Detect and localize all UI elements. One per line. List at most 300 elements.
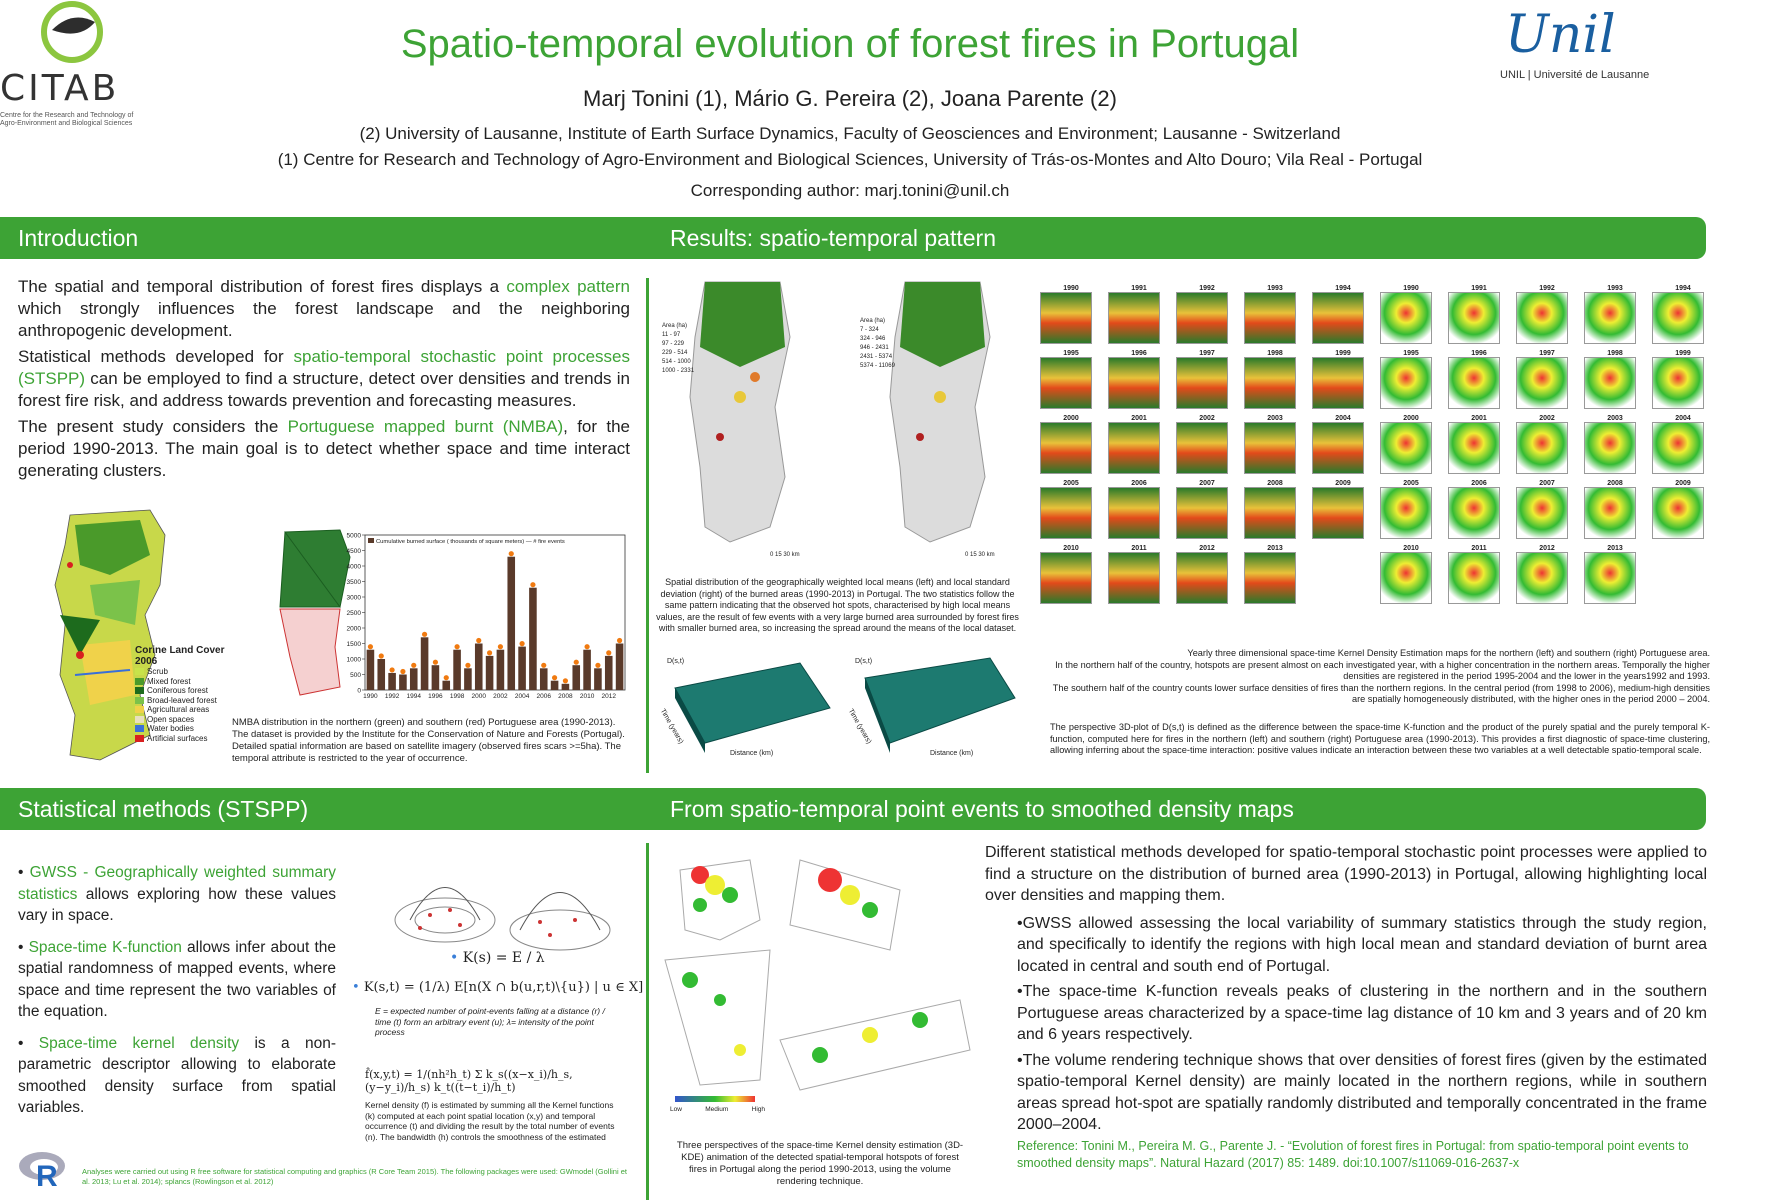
kde-year-map — [1584, 545, 1646, 604]
gwss-legend-left: Area (ha) 11 - 97 97 - 229 229 - 514 514 - 1000 1000 - 2331 — [662, 323, 695, 374]
kde-year-label: 2006 — [1131, 480, 1147, 487]
kde-map — [1448, 487, 1500, 539]
methods-text — [18, 862, 336, 1119]
kde-year-map — [1312, 480, 1374, 539]
kde-year-label: 2008 — [1607, 480, 1623, 487]
fire-icon — [519, 641, 524, 646]
kde-map — [1584, 357, 1636, 409]
kde-map — [1652, 292, 1704, 344]
fire-icon — [563, 678, 568, 683]
kde-year-label: 2007 — [1539, 480, 1555, 487]
kde-year-label: 1994 — [1675, 285, 1691, 292]
kde-map — [1584, 487, 1636, 539]
fire-icon — [368, 644, 373, 649]
kde-south-maps — [1380, 285, 1710, 604]
y-tick-label: 4000 — [346, 563, 361, 571]
kde-year-label: 1994 — [1335, 285, 1351, 292]
volume-caption: Three perspectives of the space-time Kernel density estimation (3D-KDE) animation of the detected spatial-temporal hotspots of forest fires in Portugal along the period 1990-2013, using the volume rendering technique. — [676, 1140, 964, 1187]
legend-swatch — [135, 668, 144, 675]
gwss-mean-sd-maps — [660, 277, 1020, 567]
kde-description: • Space-time kernel density is a non-parametric descriptor allowing to elaborate smoothed density surface from spatial variables. — [18, 1034, 336, 1116]
bar-2006 — [540, 668, 548, 690]
gwss-legend-right: Area (ha) 7 - 324 324 - 946 946 - 2431 2431 - 5374 5374 - 11069 — [860, 318, 895, 369]
kde-map — [1516, 422, 1568, 474]
kfunction-plots — [650, 648, 1025, 768]
legend-item — [135, 667, 235, 677]
intro-paragraph-1: The spatial and temporal distribution of forest fires displays a complex pattern which strongly influences the forest landscape and the neighboring anthropogenic development. — [18, 277, 630, 340]
fire-icon — [584, 644, 589, 649]
kde-year-label: 2007 — [1199, 480, 1215, 487]
kde-year-label: 2000 — [1063, 415, 1079, 422]
kde-year-label: 2012 — [1199, 545, 1215, 552]
kde-year-label: 1995 — [1403, 350, 1419, 357]
burned-area-bar-chart — [335, 525, 635, 710]
volume-rendering — [660, 850, 980, 1120]
kde-year-label: 1993 — [1607, 285, 1623, 292]
kde-year-map — [1584, 285, 1646, 344]
legend-swatch — [135, 716, 144, 723]
bar-1990 — [367, 650, 375, 690]
kfun-time-label-left: Time (years) — [658, 707, 685, 746]
fire-icon — [552, 675, 557, 680]
kde-year-map — [1312, 285, 1374, 344]
affiliation-2: (2) University of Lausanne, Institute of Earth Surface Dynamics, Faculty of Geosciences and Environment; Lausanne - Switzerland — [359, 124, 1341, 143]
kde-year-label: 2004 — [1335, 415, 1351, 422]
kde-caption-3: The southern half of the country counts lower surface densities of fires than the northern regions. In the central period (from 1998 to 2006), medium-high densities are spatially homogeneously distributed, with the higher ones in the period 2000 – 2004. — [1052, 682, 1710, 704]
bar-1991 — [377, 659, 385, 690]
kde-map — [1380, 552, 1432, 604]
kde-map — [1108, 487, 1160, 539]
fire-icon — [433, 660, 438, 665]
kde-year-map — [1244, 480, 1306, 539]
legend-swatch — [135, 697, 144, 704]
fire-icon — [389, 667, 394, 672]
kde-year-label: 2011 — [1131, 545, 1147, 552]
kde-map — [1040, 357, 1092, 409]
results-heading: Results: spatio-temporal pattern — [670, 225, 996, 251]
kde-map — [1448, 422, 1500, 474]
kde-map — [1516, 292, 1568, 344]
kde-year-label: 2004 — [1675, 415, 1691, 422]
kde-year-label: 2013 — [1267, 545, 1283, 552]
citab-subtitle: Centre for the Research and Technology of Agro-Environment and Biological Sciences — [0, 112, 134, 127]
kfun-d-label-left: D(s,t) — [667, 658, 685, 665]
kde-year-label: 1999 — [1335, 350, 1351, 357]
fire-icon — [476, 638, 481, 643]
r-note: Analyses were carried out using R free software for statistical computing and graphics (R Core Team 2015). The following packages were used: GWmodel (Gollini et al. 2013; Lu et al. 2014); splancs (Rowlingson et al. 2012) — [82, 1167, 627, 1186]
legend-swatch — [135, 725, 144, 732]
kde-year-label: 1992 — [1539, 285, 1555, 292]
kde-year-map — [1244, 285, 1306, 344]
kde-year-map — [1040, 285, 1102, 344]
kfun-d-label-right: D(s,t) — [855, 658, 873, 665]
equation-note: E = expected number of point-events falling at a distance (r) / time (t) form an arbitrary event (u); λ= intensity of the point process — [375, 1006, 605, 1037]
fire-icon — [465, 663, 470, 668]
kde-map — [1312, 422, 1364, 474]
equation-kde: f̂(x,y,t) = 1/(nh²h_t) Σ k_s((x−x_i)/h_s, (y−y_i)/h_s) k_t((t−t_i)/h_t) — [365, 1068, 573, 1094]
kde-map — [1584, 292, 1636, 344]
scale-bar-right: 0 15 30 km — [965, 552, 995, 558]
legend-label: Broad-leaved forest — [147, 695, 217, 705]
bar-1998 — [453, 650, 461, 690]
kde-map — [1108, 552, 1160, 604]
kde-map — [1448, 552, 1500, 604]
legend-label: Coniferous forest — [147, 686, 208, 695]
fire-icon — [422, 632, 427, 637]
density-bullet-2: •The space-time K-function reveals peaks of clustering in the northern and in the southern Portuguese areas characterized by a space-time lag distance of 10 km and 3 years and of 20 km and 6 years respectively. — [1017, 983, 1707, 1043]
fire-icon — [454, 644, 459, 649]
kfun-time-label-right: Time (years) — [846, 707, 873, 746]
volume-rendering-images — [660, 850, 980, 1120]
kde-map — [1516, 487, 1568, 539]
kde-caption — [1040, 648, 1710, 706]
kde-map — [1108, 422, 1160, 474]
citab-wordmark: CITAB — [0, 68, 120, 109]
legend-item — [135, 724, 235, 734]
kde-map — [1244, 487, 1296, 539]
unil-logo — [1480, 5, 1690, 85]
kde-year-label: 2001 — [1131, 415, 1147, 422]
bar-2009 — [572, 665, 580, 690]
intro-paragraph-2: Statistical methods developed for spatio-temporal stochastic point processes (STSPP) can be employed to find a structure, detect over densities and trends in forest fire risk, and address towards prevention and forecasting measures. — [18, 347, 630, 410]
kde-year-label: 1998 — [1267, 350, 1283, 357]
kde-year-map — [1652, 415, 1714, 474]
legend-item — [135, 715, 235, 725]
svg-text:R: R — [36, 1160, 58, 1190]
density-heading: From spatio-temporal point events to smoothed density maps — [670, 796, 1294, 822]
equation-k-s: • K(s) = E / λ — [450, 950, 545, 966]
r-icon — [18, 1148, 68, 1190]
bar-1993 — [399, 675, 407, 691]
kde-year-label: 2001 — [1471, 415, 1487, 422]
bar-1999 — [464, 668, 472, 690]
kde-north-maps — [1040, 285, 1370, 604]
kde-map — [1380, 292, 1432, 344]
y-tick-label: 2000 — [346, 625, 361, 633]
kde-year-map — [1176, 415, 1238, 474]
kde-year-map — [1448, 545, 1510, 604]
kde-year-label: 2002 — [1539, 415, 1555, 422]
kde-map — [1108, 357, 1160, 409]
bar-1992 — [388, 673, 396, 690]
kde-map — [1244, 357, 1296, 409]
intro-paragraph-3: The present study considers the Portuguese mapped burnt (NMBA), for the period 1990-2013. The main goal is to detect whether space and time interact generating clusters. — [18, 417, 630, 480]
kde-year-map — [1244, 415, 1306, 474]
legend-swatch — [135, 678, 144, 685]
kde-year-label: 2013 — [1607, 545, 1623, 552]
kde-year-map — [1584, 415, 1646, 474]
x-tick-label: 2008 — [558, 693, 573, 700]
kde-year-label: 1996 — [1131, 350, 1147, 357]
divider-top — [646, 278, 649, 773]
legend-label: Open spaces — [147, 714, 195, 724]
corresponding-author: Corresponding author: marj.tonini@unil.ch — [690, 181, 1010, 200]
kde-year-map — [1176, 350, 1238, 409]
legend-item — [135, 734, 235, 744]
kde-map — [1176, 552, 1228, 604]
x-tick-label: 2002 — [493, 693, 508, 700]
y-tick-label: 1000 — [346, 656, 361, 664]
scale-bar-left: 0 15 30 km — [770, 552, 800, 558]
authors: Marj Tonini (1), Mário G. Pereira (2), Joana Parente (2) — [583, 86, 1117, 111]
kde-year-map — [1244, 545, 1306, 604]
kde-north-grid — [1040, 285, 1370, 604]
kde-map — [1448, 357, 1500, 409]
kde-year-map — [1380, 480, 1442, 539]
kde-map — [1244, 292, 1296, 344]
kde-year-label: 2005 — [1063, 480, 1079, 487]
kde-year-map — [1584, 480, 1646, 539]
x-tick-label: 2010 — [579, 693, 595, 700]
bar-2002 — [497, 650, 505, 690]
x-tick-label: 1998 — [449, 693, 465, 700]
bar-2010 — [583, 650, 591, 690]
bar-1995 — [421, 637, 429, 690]
x-tick-label: 2012 — [601, 693, 616, 700]
kde-year-label: 2009 — [1335, 480, 1351, 487]
kde-map — [1176, 357, 1228, 409]
kde-map — [1312, 487, 1364, 539]
kde-equation-note: Kernel density (f) is estimated by summing all the Kernel functions (k) computed at each point spatial location (x,y) and temporal occurrence (t) and dividing the result by the total number of events (n). The bandwidth (h) controls the smoothness of the estimated — [365, 1100, 615, 1142]
unil-subtitle: UNIL | Université de Lausanne — [1500, 69, 1650, 81]
kde-year-map — [1652, 350, 1714, 409]
fire-icon — [574, 660, 579, 665]
kde-map — [1040, 422, 1092, 474]
kde-year-map — [1176, 480, 1238, 539]
kde-map — [1652, 357, 1704, 409]
bar-2003 — [507, 557, 515, 690]
kde-year-map — [1108, 285, 1170, 344]
density-bullet-1: •GWSS allowed assessing the local variability of summary statistics through the study region, and specifically to identify the regions with high local mean and standard deviation of burnt area located in central and south end of Portugal. — [1017, 914, 1707, 975]
kde-year-label: 2010 — [1063, 545, 1079, 552]
kde-year-map — [1040, 350, 1102, 409]
kde-year-label: 1997 — [1539, 350, 1555, 357]
kde-year-map — [1108, 480, 1170, 539]
bar-1997 — [442, 681, 450, 690]
kde-year-label: 1990 — [1063, 285, 1079, 292]
kde-year-map — [1448, 350, 1510, 409]
nmba-caption: NMBA distribution in the northern (green) and southern (red) Portuguese area (1990-2013). The dataset is provided by the Institute for the Conservation of Nature and Forests (Portugal). Detailed spatial information are based on satellite imagery (observed fires scars >=5ha). The temporal attribute is restricted to the year of occurrence. — [232, 717, 625, 764]
bar-2001 — [486, 656, 494, 690]
fire-icon — [379, 653, 384, 658]
density-intro: Different statistical methods developed for spatio-temporal stochastic point processes were applied to find a structure on the distribution of burned area (1990-2013) in Portugal, allowing highlighting local over densities and mapping them. — [985, 844, 1707, 904]
kde-map — [1380, 487, 1432, 539]
kde-year-map — [1380, 545, 1442, 604]
kde-map — [1176, 292, 1228, 344]
bar-2007 — [551, 681, 559, 690]
kde-map — [1380, 422, 1432, 474]
legend-item — [135, 705, 235, 715]
x-tick-label: 1992 — [384, 693, 400, 700]
kde-year-label: 2008 — [1267, 480, 1283, 487]
kde-year-map — [1516, 350, 1578, 409]
kde-year-label: 1991 — [1471, 285, 1487, 292]
corine-legend — [135, 645, 235, 743]
kde-year-label: 2000 — [1403, 415, 1419, 422]
kde-year-label: 2009 — [1675, 480, 1691, 487]
y-tick-label: 3000 — [346, 594, 361, 602]
bar-1996 — [432, 665, 440, 690]
kde-year-label: 1997 — [1199, 350, 1215, 357]
divider-bottom — [646, 843, 649, 1200]
kde-year-label: 2010 — [1403, 545, 1419, 552]
kde-map — [1584, 422, 1636, 474]
kde-year-label: 1995 — [1063, 350, 1079, 357]
legend-item — [135, 686, 235, 696]
kde-year-label: 2002 — [1199, 415, 1215, 422]
kde-year-label: 1996 — [1471, 350, 1487, 357]
kde-year-map — [1448, 415, 1510, 474]
kde-caption-1: Yearly three dimensional space-time Kernel Density Estimation maps for the northern (left) and southern (right) Portuguese area. — [1187, 648, 1710, 658]
kde-map — [1380, 357, 1432, 409]
kde-year-map — [1516, 285, 1578, 344]
kde-map — [1040, 552, 1092, 604]
kde-map — [1516, 357, 1568, 409]
citab-logo — [0, 0, 150, 135]
legend-label: Artificial surfaces — [147, 733, 208, 743]
fire-icon — [617, 638, 622, 643]
kde-year-map — [1108, 350, 1170, 409]
x-tick-label: 1996 — [428, 693, 443, 700]
y-tick-label: 2500 — [346, 610, 361, 617]
kde-year-map — [1312, 415, 1374, 474]
legend-label: Water bodies — [147, 724, 194, 733]
x-tick-label: 2004 — [514, 693, 530, 700]
kde-year-label: 1993 — [1267, 285, 1283, 292]
kde-year-map — [1380, 350, 1442, 409]
kernel-diagram — [390, 860, 620, 960]
kfunction-diagram — [390, 860, 620, 960]
y-tick-label: 1500 — [346, 641, 361, 648]
fire-icon — [444, 675, 449, 680]
section-bar-top — [0, 217, 1706, 259]
kde-year-label: 1990 — [1403, 285, 1419, 292]
kde-map — [1040, 487, 1092, 539]
y-tick-label: 3500 — [346, 579, 361, 586]
fire-icon — [606, 650, 611, 655]
introduction-heading: Introduction — [18, 225, 139, 251]
kde-year-label: 2003 — [1267, 415, 1283, 422]
kde-year-map — [1516, 480, 1578, 539]
gwss-description: • GWSS - Geographically weighted summary statistics allows exploring how these values vary in space. — [18, 864, 336, 924]
kde-map — [1108, 292, 1160, 344]
fire-icon — [530, 582, 535, 587]
kde-year-label: 2012 — [1539, 545, 1555, 552]
kde-year-map — [1040, 480, 1102, 539]
kde-year-map — [1244, 350, 1306, 409]
bar-2013 — [616, 644, 624, 691]
kde-map — [1516, 552, 1568, 604]
kde-year-label: 1992 — [1199, 285, 1215, 292]
kde-south-grid — [1380, 285, 1710, 604]
kde-year-map — [1448, 480, 1510, 539]
kde-year-label: 1991 — [1131, 285, 1147, 292]
section-bar-bottom — [0, 788, 1706, 830]
fire-icon — [411, 663, 416, 668]
poster-title: Spatio-temporal evolution of forest fires in Portugal — [400, 22, 1300, 66]
kde-year-map — [1652, 285, 1714, 344]
bar-2004 — [518, 647, 526, 690]
kde-year-map — [1516, 415, 1578, 474]
y-tick-label: 500 — [350, 672, 361, 679]
kde-year-map — [1584, 350, 1646, 409]
gwss-caption: Spatial distribution of the geographically weighted local means (left) and local standard deviation (right) of the burned areas (1990-2013) in Portugal. The two statistics follow the same pattern indicating that the observed hot spots, characterised by high local means values, are the result of few events with a very large burned area surrounded by forest fires with smaller burned area, so increasing the spread around the means of the local dataset. — [656, 577, 1019, 633]
legend-label: Mixed forest — [147, 676, 191, 686]
reference: Reference: Tonini M., Pereira M. G., Parente J. - “Evolution of forest fires in Portugal: from spatio-temporal point events to smoothed density maps”. Natural Hazard (2017) 85: 1489. doi:10.1007/s11069-016-2637-x — [1017, 1139, 1689, 1170]
kde-map — [1244, 422, 1296, 474]
chart-legend: Cumulative burned surface ( thousands of square meters) — # fire events — [376, 539, 565, 545]
kde-map — [1312, 292, 1364, 344]
kde-year-map — [1312, 350, 1374, 409]
kde-year-map — [1448, 285, 1510, 344]
bar-2011 — [594, 668, 602, 690]
nmba-chart — [335, 525, 635, 710]
density-bullet-3: •The volume rendering technique shows that over densities of forest fires (given by the estimated spatio-temporal Kernel density) are mainly located in the northern regions, while in southern areas spread hot-spot are spatially randomly distributed and temporally concentrated in the frame 2000–2004. — [1017, 1051, 1707, 1133]
fire-icon — [487, 650, 492, 655]
x-tick-label: 1994 — [406, 693, 421, 700]
kde-year-label: 2006 — [1471, 480, 1487, 487]
equation-k-st: • K(s,t) = (1/λ) E[n(X ∩ b(u,r,t)\{u}) | u ∈ X] — [352, 980, 644, 995]
legend-bar-swatch — [368, 538, 374, 543]
kde-year-label: 1999 — [1675, 350, 1691, 357]
fire-icon — [595, 663, 600, 668]
y-tick-label: 0 — [357, 687, 361, 695]
x-tick-label: 1990 — [363, 693, 378, 700]
kde-map — [1448, 292, 1500, 344]
kde-year-map — [1108, 545, 1170, 604]
kde-year-map — [1516, 545, 1578, 604]
kde-map — [1652, 487, 1704, 539]
fire-icon — [498, 644, 503, 649]
r-logo — [18, 1148, 68, 1190]
unil-wordmark: Unil — [1505, 5, 1616, 65]
kde-year-map — [1040, 545, 1102, 604]
fire-icon — [541, 663, 546, 668]
kfun-dist-label-right: Distance (km) — [930, 750, 974, 757]
kfun-caption: The perspective 3D-plot of D(s,t) is defined as the difference between the space-time K-function and the product of the purely spatial and the purely temporal K-function, computed here for fires in the northern (left) and southern (right) Portuguese area (1990-2013). This provides a first diagnostic of space-time clustering, allowing inferring about the space-time interaction: positive values indicate an interaction between these two variables at a well detectable spatio-temporal scale. — [1050, 722, 1710, 755]
legend-items — [135, 667, 235, 743]
legend-swatch — [135, 706, 144, 713]
bar-1994 — [410, 668, 418, 690]
volume-scale-labels: Low Medium High — [670, 1106, 765, 1113]
bar-2005 — [529, 588, 537, 690]
kde-year-map — [1380, 285, 1442, 344]
fire-icon — [509, 551, 514, 556]
kde-year-map — [1652, 480, 1714, 539]
intro-text — [18, 276, 630, 482]
kde-year-label: 2005 — [1403, 480, 1419, 487]
density-text — [985, 842, 1707, 1136]
legend-swatch — [135, 687, 144, 694]
x-tick-label: 2000 — [471, 693, 486, 700]
kde-year-map — [1176, 285, 1238, 344]
bar-2012 — [605, 656, 613, 690]
x-tick-label: 2006 — [536, 693, 551, 700]
legend-swatch — [135, 735, 144, 742]
kde-caption-2: In the northern half of the country, hotspots are present almost on each investigated year, with a higher concentration in the northern areas. Temporally the higher densities are registered in the period 1995-2004 and the lower in the years1992 and 1993. — [1055, 659, 1710, 681]
gwss-maps — [660, 277, 1020, 567]
kfunction-description: • Space-time K-function allows infer about the spatial randomness of mapped events, where space and time represent the two variables of the equation. — [18, 938, 336, 1020]
kde-year-map — [1380, 415, 1442, 474]
kde-map — [1312, 357, 1364, 409]
kde-year-label: 2011 — [1471, 545, 1487, 552]
kde-year-map — [1108, 415, 1170, 474]
affiliation-1: (1) Centre for Research and Technology of Agro-Environment and Biological Sciences, University of Trás-os-Montes and Alto Douro; Vila Real - Portugal — [277, 150, 1423, 169]
legend-title: Corine Land Cover 2006 — [135, 645, 225, 667]
kde-map — [1040, 292, 1092, 344]
kde-map — [1584, 552, 1636, 604]
legend-label: Agricultural areas — [147, 705, 210, 714]
